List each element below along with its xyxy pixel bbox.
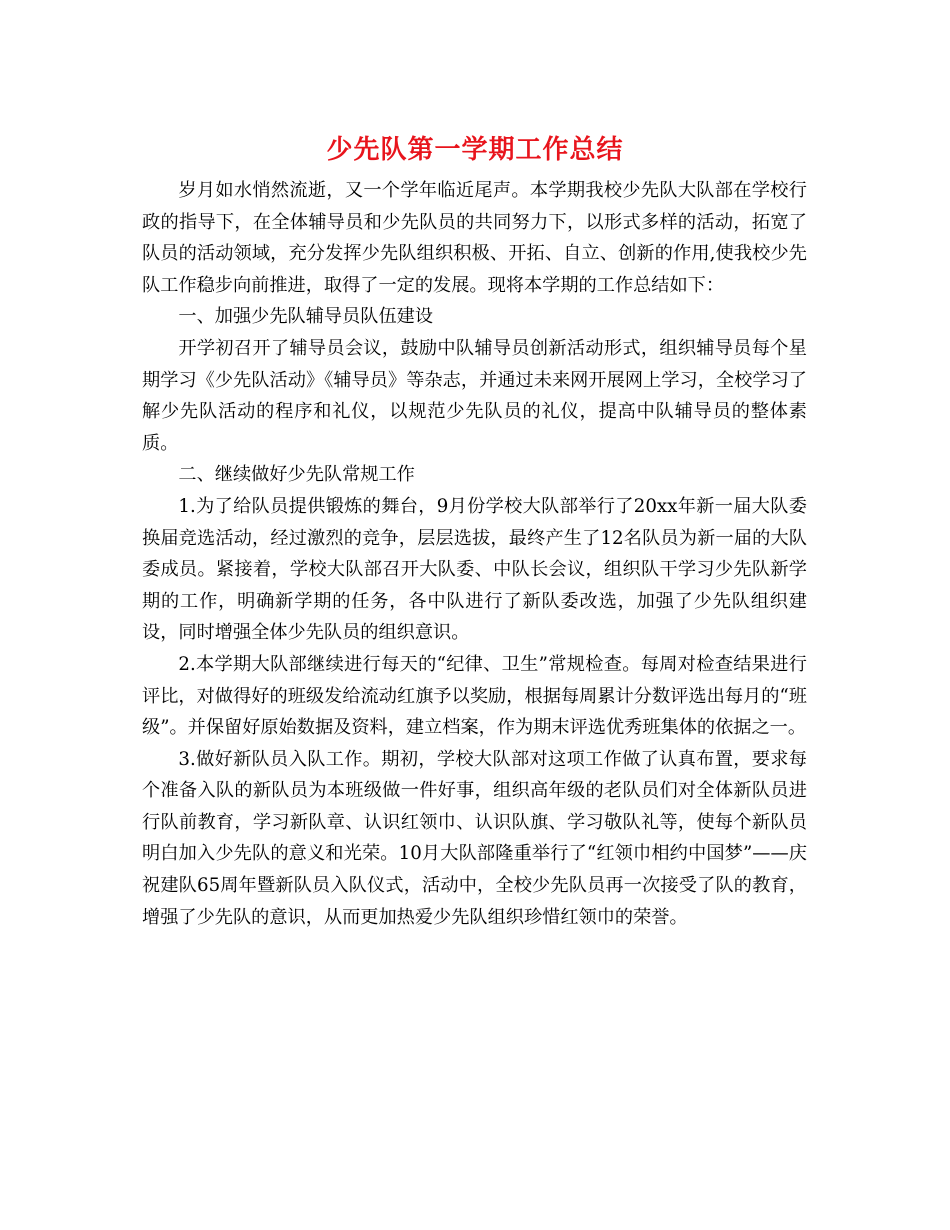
paragraph-item-2: 2.本学期大队部继续进行每天的“纪律、卫生”常规检查。每周对检查结果进行评比，对做得好的班级发给流动红旗予以奖励，根据每周累计分数评选出每月的“班级”。并保留好原始数据及资料，建立档案，作为期末评选优秀班集体的依据之一。	[142, 653, 807, 739]
section-heading-1: 一、加强少先队辅导员队伍建设	[178, 306, 434, 328]
paragraph-item-3: 3.做好新队员入队工作。期初，学校大队部对这项工作做了认真布置，要求每个准备入队的新队员为本班级做一件好事，组织高年级的老队员们对全体新队员进行队前教育，学习新队章、认识红领巾、认识队旗、学习敬队礼等，使每个新队员明白加入少先队的意义和光荣。10月大队部隆重举行了“红领巾相约中国梦”——庆祝建队65周年暨新队员入队仪式，活动中，全校少先队员再一次接受了队的教育，增强了少先队的意识，从而更加热爱少先队组织珍惜红领巾的荣誉。	[142, 748, 807, 928]
paragraph-section-1: 开学初召开了辅导员会议，鼓励中队辅导员创新活动形式，组织辅导员每个星期学习《少先队活动》《辅导员》等杂志，并通过未来网开展网上学习，全校学习了解少先队活动的程序和礼仪，以规范少先队员的礼仪，提高中队辅导员的整体素质。	[142, 337, 807, 454]
section-heading-2: 二、继续做好少先队常规工作	[178, 464, 415, 486]
paragraph-intro: 岁月如水悄然流逝，又一个学年临近尾声。本学期我校少先队大队部在学校行政的指导下，在全体辅导员和少先队员的共同努力下，以形式多样的活动，拓宽了队员的活动领域，充分发挥少先队组织积极、开拓、自立、创新的作用,使我校少先队工作稳步向前推进，取得了一定的发展。现将本学期的工作总结如下：	[142, 180, 807, 296]
document-title: 少先队第一学期工作总结	[326, 135, 624, 165]
paragraph-item-1: 1.为了给队员提供锻炼的舞台，9月份学校大队部举行了20xx年新一届大队委换届竞选活动，经过激烈的竞争，层层选拔，最终产生了12名队员为新一届的大队委成员。紧接着，学校大队部召开大队委、中队长会议，组织队干学习少先队新学期的工作，明确新学期的任务，各中队进行了新队委改选，加强了少先队组织建设，同时增强全体少先队员的组织意识。	[142, 495, 807, 644]
document-body	[142, 175, 807, 933]
